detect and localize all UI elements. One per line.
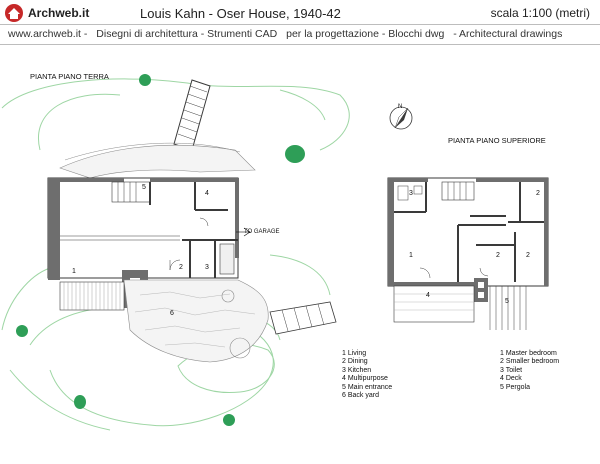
legend-item: 2 Smaller bedroom — [500, 358, 560, 366]
header-bar — [0, 0, 600, 46]
ground-room-number: 4 — [205, 190, 209, 197]
upper-room-number: 3 — [409, 190, 413, 197]
north-label: N — [398, 104, 403, 110]
ground-floor-title: PIANTA PIANO TERRA — [30, 72, 109, 81]
legend-item: 1 Master bedroom — [500, 350, 557, 357]
ground-room-number: 6 — [170, 310, 174, 317]
upper-room-number: 4 — [426, 292, 430, 299]
upper-floor-title: PIANTA PIANO SUPERIORE — [448, 136, 546, 145]
tree — [223, 414, 235, 426]
tree — [285, 145, 305, 163]
upper-room-number: 1 — [409, 252, 413, 259]
ground-room-number: 5 — [142, 184, 146, 191]
legend-item: 3 Kitchen — [342, 366, 372, 374]
ground-room-number: 3 — [205, 264, 209, 271]
link-bar — [8, 28, 568, 40]
tree — [16, 325, 28, 337]
link-blocks[interactable]: per la progettazione - Blocchi dwg — [286, 28, 445, 40]
upper-room-number: 2 — [496, 252, 500, 259]
tree — [74, 395, 86, 409]
brand-name[interactable]: Archweb.it — [28, 6, 90, 20]
legend-item: 4 Deck — [500, 375, 522, 383]
legend-item: 2 Dining — [342, 358, 368, 366]
thick-wall — [388, 178, 394, 286]
legend-item: 5 Pergola — [500, 383, 530, 391]
legend-item: 3 Toilet — [500, 366, 523, 374]
page-title: Louis Kahn - Oser House, 1940-42 — [140, 6, 341, 21]
ground-floor-legend — [342, 350, 392, 400]
legend-item: 1 Living — [342, 350, 367, 357]
back-yard-paving — [124, 280, 268, 362]
north-arrow-icon — [390, 107, 412, 129]
divider — [0, 44, 600, 45]
legend-item: 5 Main entrance — [342, 383, 393, 391]
pergola — [490, 286, 526, 330]
link-site[interactable]: www.archweb.it - — [8, 28, 88, 40]
ground-room-number: 1 — [72, 268, 76, 275]
thick-wall — [48, 178, 60, 280]
ground-room-number: 2 — [179, 264, 183, 271]
upper-floor-legend — [500, 350, 559, 392]
archweb-logo-icon[interactable] — [4, 3, 24, 23]
tree — [139, 74, 151, 86]
ground-floor-plan — [48, 80, 336, 362]
scale-label: scala 1:100 (metri) — [490, 6, 590, 20]
link-drawings[interactable]: Disegni di architettura - Strumenti CAD — [96, 28, 278, 40]
upper-room-number: 5 — [505, 298, 509, 305]
upper-room-number: 2 — [526, 252, 530, 259]
deck — [394, 286, 474, 322]
upper-room-number: 2 — [536, 190, 540, 197]
floor-plan-drawing — [0, 46, 600, 464]
chimney — [474, 278, 488, 302]
legend-item: 4 Multipurpose — [342, 375, 388, 383]
divider — [0, 24, 600, 25]
legend-item: 6 Back yard — [342, 392, 379, 400]
link-architectural[interactable]: - Architectural drawings — [453, 28, 563, 40]
garage-note: TO GARAGE — [244, 229, 280, 235]
